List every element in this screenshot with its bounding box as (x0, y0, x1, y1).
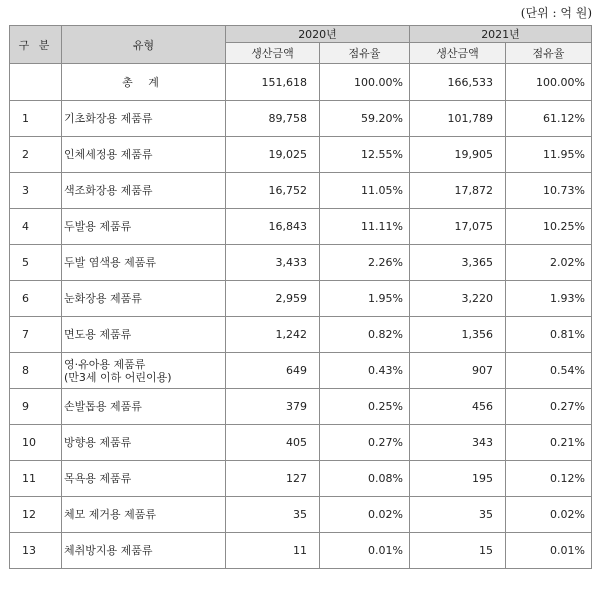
row-share-2020: 12.55% (320, 137, 410, 173)
row-number: 2 (10, 137, 62, 173)
row-share-2020: 0.82% (320, 317, 410, 353)
row-amount-2021: 1,356 (410, 317, 506, 353)
row-type-name-line: 목욕용 제품류 (64, 472, 132, 485)
row-type-name-line: 면도용 제품류 (64, 328, 132, 341)
header-type: 유형 (62, 26, 226, 64)
row-share-2021: 0.12% (506, 461, 592, 497)
row-share-2021: 0.81% (506, 317, 592, 353)
row-type-name-line: 두발용 제품류 (64, 220, 132, 233)
row-type-name-line: 손발톱용 제품류 (64, 400, 142, 413)
row-number: 11 (10, 461, 62, 497)
total-share-2020: 100.00% (320, 64, 410, 101)
row-share-2021: 0.02% (506, 497, 592, 533)
row-number: 1 (10, 101, 62, 137)
row-number: 10 (10, 425, 62, 461)
row-amount-2021: 3,220 (410, 281, 506, 317)
row-type-name (62, 281, 226, 317)
row-number: 5 (10, 245, 62, 281)
total-amount-2020: 151,618 (226, 64, 320, 101)
row-type-name (62, 353, 226, 389)
row-amount-2021: 35 (410, 497, 506, 533)
row-share-2020: 2.26% (320, 245, 410, 281)
row-share-2021: 0.01% (506, 533, 592, 569)
row-amount-2021: 19,905 (410, 137, 506, 173)
table-row (10, 209, 592, 245)
row-amount-2020: 89,758 (226, 101, 320, 137)
unit-note: (단위 : 억 원) (520, 6, 592, 20)
row-share-2021: 1.93% (506, 281, 592, 317)
row-type-name-line: (만3세 이하 어린이용) (64, 370, 172, 384)
row-amount-2020: 127 (226, 461, 320, 497)
table-row (10, 461, 592, 497)
total-amount-2021: 166,533 (410, 64, 506, 101)
row-share-2021: 61.12% (506, 101, 592, 137)
table-row (10, 137, 592, 173)
table-row (10, 353, 592, 389)
row-share-2020: 0.08% (320, 461, 410, 497)
row-type-name (62, 137, 226, 173)
row-amount-2021: 456 (410, 389, 506, 425)
row-share-2020: 11.11% (320, 209, 410, 245)
row-amount-2021: 17,075 (410, 209, 506, 245)
table-row (10, 317, 592, 353)
table-row (10, 281, 592, 317)
row-type-name (62, 425, 226, 461)
row-amount-2021: 343 (410, 425, 506, 461)
row-type-name-line: 영·유아용 제품류 (64, 357, 146, 371)
row-amount-2020: 3,433 (226, 245, 320, 281)
row-share-2020: 0.43% (320, 353, 410, 389)
row-amount-2021: 17,872 (410, 173, 506, 209)
row-share-2021: 0.54% (506, 353, 592, 389)
row-share-2021: 0.21% (506, 425, 592, 461)
row-number: 13 (10, 533, 62, 569)
row-amount-2020: 19,025 (226, 137, 320, 173)
table-row (10, 245, 592, 281)
header-amount-2021: 생산금액 (410, 43, 506, 64)
row-type-name-line: 눈화장용 제품류 (64, 292, 142, 305)
header-row-years (10, 26, 592, 43)
row-number: 8 (10, 353, 62, 389)
row-type-name-line: 기초화장용 제품류 (64, 112, 153, 125)
row-share-2020: 0.01% (320, 533, 410, 569)
row-amount-2020: 2,959 (226, 281, 320, 317)
row-amount-2020: 16,752 (226, 173, 320, 209)
header-share-2021: 점유율 (506, 43, 592, 64)
row-share-2020: 0.02% (320, 497, 410, 533)
row-type-name (62, 389, 226, 425)
row-share-2020: 0.25% (320, 389, 410, 425)
row-amount-2021: 15 (410, 533, 506, 569)
row-share-2021: 10.73% (506, 173, 592, 209)
row-amount-2020: 16,843 (226, 209, 320, 245)
row-share-2021: 2.02% (506, 245, 592, 281)
row-amount-2020: 405 (226, 425, 320, 461)
header-category: 구 분 (10, 26, 62, 64)
total-row (10, 64, 592, 101)
row-type-name (62, 461, 226, 497)
row-amount-2020: 1,242 (226, 317, 320, 353)
row-number: 4 (10, 209, 62, 245)
row-type-name-line: 체모 제거용 제품류 (64, 508, 157, 521)
row-share-2020: 0.27% (320, 425, 410, 461)
header-year-2021: 2021년 (410, 26, 592, 43)
row-amount-2021: 101,789 (410, 101, 506, 137)
header-amount-2020: 생산금액 (226, 43, 320, 64)
table-row (10, 533, 592, 569)
row-type-name-line: 인체세정용 제품류 (64, 148, 153, 161)
row-type-name (62, 209, 226, 245)
row-number: 9 (10, 389, 62, 425)
row-type-name-line: 체취방지용 제품류 (64, 544, 153, 557)
table-row (10, 389, 592, 425)
row-amount-2021: 195 (410, 461, 506, 497)
header-year-2020: 2020년 (226, 26, 410, 43)
row-amount-2021: 3,365 (410, 245, 506, 281)
row-type-name (62, 497, 226, 533)
total-share-2021: 100.00% (506, 64, 592, 101)
row-amount-2020: 35 (226, 497, 320, 533)
row-type-name (62, 533, 226, 569)
row-number: 7 (10, 317, 62, 353)
row-amount-2020: 649 (226, 353, 320, 389)
row-share-2020: 11.05% (320, 173, 410, 209)
production-table (9, 25, 592, 569)
total-label: 총 계 (62, 64, 226, 101)
table-row (10, 101, 592, 137)
row-type-name (62, 101, 226, 137)
row-amount-2020: 379 (226, 389, 320, 425)
table-row (10, 173, 592, 209)
table-row (10, 497, 592, 533)
row-share-2020: 1.95% (320, 281, 410, 317)
table-row (10, 425, 592, 461)
row-amount-2021: 907 (410, 353, 506, 389)
row-share-2021: 10.25% (506, 209, 592, 245)
row-type-name-line: 방향용 제품류 (64, 436, 132, 449)
row-share-2020: 59.20% (320, 101, 410, 137)
total-no-cell (10, 64, 62, 101)
row-share-2021: 0.27% (506, 389, 592, 425)
row-type-name-line: 두발 염색용 제품류 (64, 256, 157, 269)
row-number: 6 (10, 281, 62, 317)
row-type-name (62, 245, 226, 281)
header-share-2020: 점유율 (320, 43, 410, 64)
row-amount-2020: 11 (226, 533, 320, 569)
row-type-name-line: 색조화장용 제품류 (64, 184, 153, 197)
row-type-name (62, 173, 226, 209)
row-share-2021: 11.95% (506, 137, 592, 173)
row-number: 3 (10, 173, 62, 209)
row-number: 12 (10, 497, 62, 533)
row-type-name (62, 317, 226, 353)
